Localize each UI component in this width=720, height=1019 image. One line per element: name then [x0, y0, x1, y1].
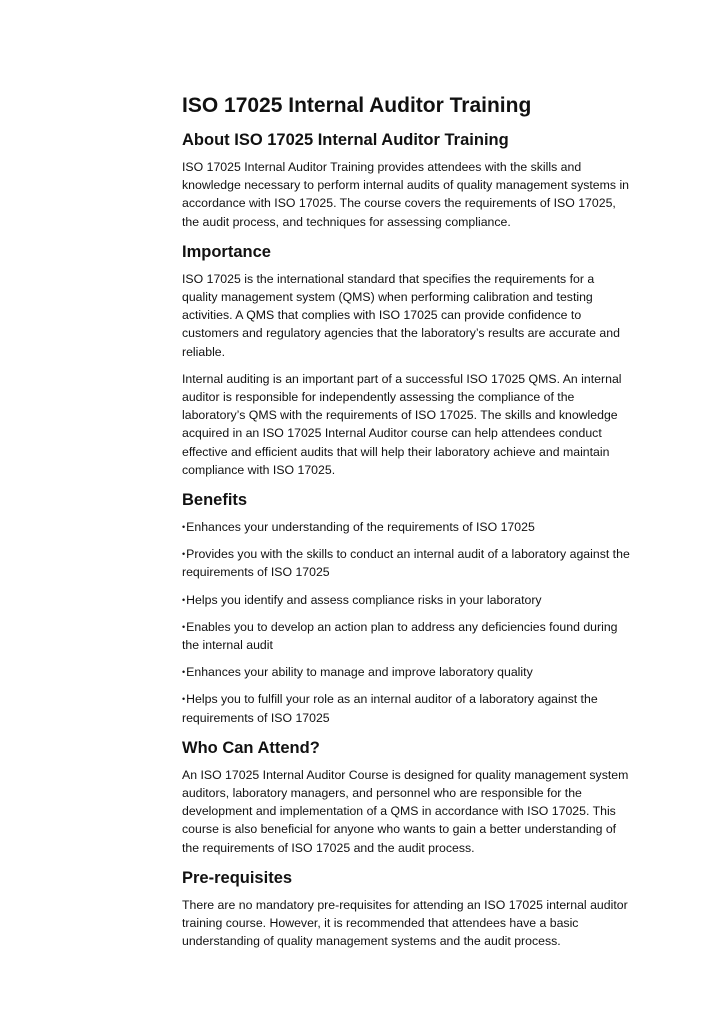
bullet-icon: • — [182, 522, 186, 533]
benefit-text: Helps you identify and assess compliance risks in your laboratory — [186, 592, 542, 607]
importance-paragraph: Internal auditing is an important part of a successful ISO 17025 QMS. An internal auditor is responsible for independently assessing the compliance of the laboratory’s QMS with the requirements of ISO 17025. The skills and knowledge acquired in an ISO 17025 Internal Auditor course can help attendees conduct effective and efficient audits that will help their laboratory achieve and maintain compliance with ISO 17025. — [182, 371, 622, 477]
document-page — [182, 92, 632, 960]
benefit-text: Enhances your understanding of the requirements of ISO 17025 — [186, 520, 535, 535]
about-section — [182, 128, 632, 231]
benefits-heading: Benefits — [182, 491, 248, 510]
bullet-icon: • — [182, 594, 186, 605]
benefit-text: Enables you to develop an action plan to address any deficiencies found during the internal audit — [182, 619, 618, 653]
benefit-item — [182, 545, 632, 581]
prerequisites-paragraph: There are no mandatory pre-requisites for attending an ISO 17025 internal auditor training course. However, it is recommended that attendees have a basic understanding of quality management systems and the audit process. — [182, 897, 628, 949]
benefit-text: Enhances your ability to manage and improve laboratory quality — [186, 665, 533, 680]
benefit-item — [182, 518, 632, 536]
attend-section — [182, 736, 632, 857]
importance-section — [182, 240, 632, 479]
bullet-icon: • — [182, 621, 186, 632]
prerequisites-section — [182, 866, 632, 951]
importance-heading: Importance — [182, 242, 271, 261]
about-paragraph: ISO 17025 Internal Auditor Training provides attendees with the skills and knowledge necessary to perform internal audits of quality management systems in accordance with ISO 17025. The course covers the requirements of ISO 17025, the audit process, and techniques for assessing compliance. — [182, 160, 630, 229]
about-heading: About ISO 17025 Internal Auditor Training — [182, 131, 509, 149]
benefit-item — [182, 591, 632, 609]
bullet-icon: • — [182, 549, 186, 560]
benefit-text: Helps you to fulfill your role as an internal auditor of a laboratory against the requirements of ISO 17025 — [182, 692, 598, 725]
benefit-text: Provides you with the skills to conduct an internal audit of a laboratory against the requirements of ISO 17025 — [182, 547, 630, 580]
bullet-icon: • — [182, 694, 186, 705]
attend-heading: Who Can Attend? — [182, 738, 320, 757]
bullet-icon: • — [182, 667, 186, 678]
prerequisites-heading: Pre-requisites — [182, 868, 293, 887]
benefits-list — [182, 518, 632, 727]
importance-paragraph: ISO 17025 is the international standard that specifies the requirements for a quality management system (QMS) when performing calibration and testing activities. A QMS that complies with ISO 17025 can provide confidence to customers and regulatory agencies that the laboratory’s results are accurate and reliable. — [182, 271, 620, 359]
benefits-section — [182, 488, 632, 727]
benefit-item — [182, 618, 632, 654]
attend-paragraph: An ISO 17025 Internal Auditor Course is designed for quality management system auditors, laboratory managers, and personnel who are responsible for the development and implementation of a QMS in accordance with ISO 17025. This course is also beneficial for anyone who wants to gain a better understanding of the requirements of ISO 17025 and the audit process. — [182, 767, 629, 855]
benefit-item — [182, 690, 632, 726]
page-title: ISO 17025 Internal Auditor Training — [182, 94, 532, 117]
benefit-item — [182, 663, 632, 681]
